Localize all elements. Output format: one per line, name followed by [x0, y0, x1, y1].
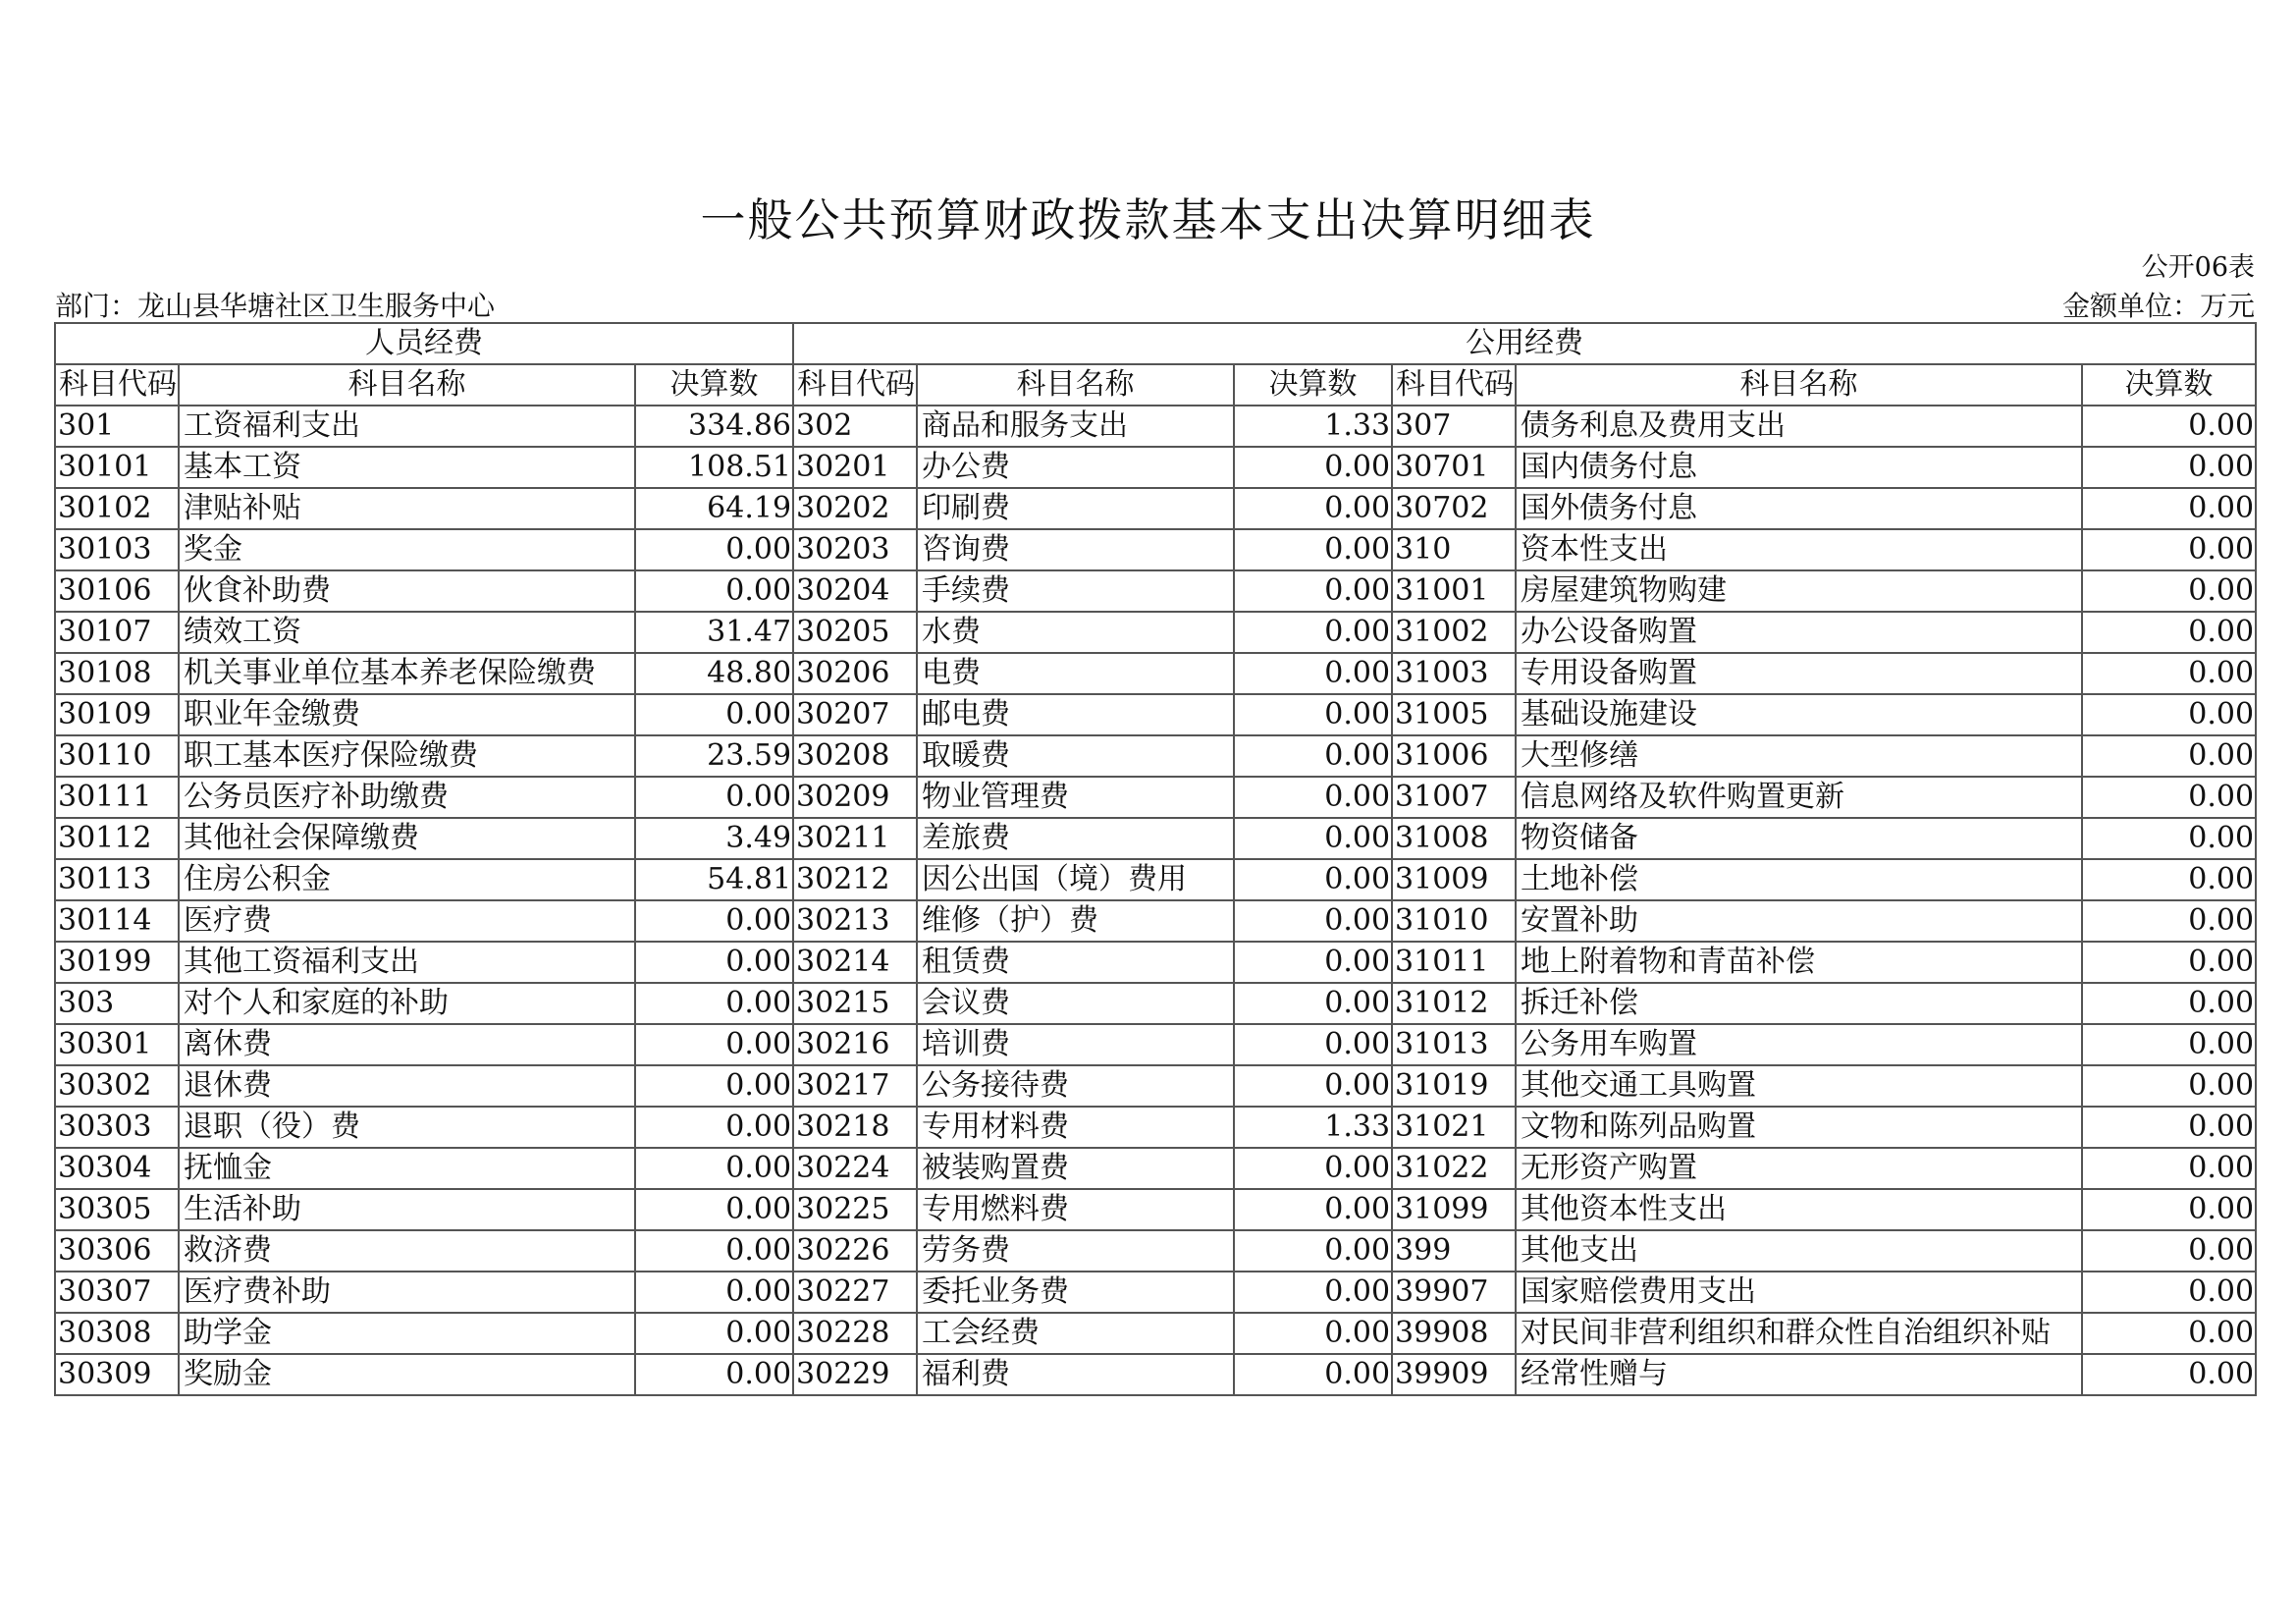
public-name-cell: 会议费 — [917, 983, 1234, 1024]
public-amount-cell: 0.00 — [1234, 694, 1392, 735]
personnel-amount-cell: 0.00 — [635, 1313, 793, 1354]
expenditure-table — [54, 322, 2257, 1396]
personnel-code-cell: 30107 — [55, 612, 179, 653]
public-code-cell: 39907 — [1392, 1272, 1516, 1313]
public-name-cell: 印刷费 — [917, 488, 1234, 529]
public-amount-cell: 0.00 — [1234, 900, 1392, 942]
table-row — [55, 488, 2256, 529]
personnel-amount-cell: 0.00 — [635, 983, 793, 1024]
public-code-cell: 30203 — [793, 529, 917, 570]
col-header-amount: 决算数 — [1234, 364, 1392, 406]
personnel-code-cell: 30111 — [55, 777, 179, 818]
personnel-code-cell: 30112 — [55, 818, 179, 859]
col-header-code: 科目代码 — [793, 364, 917, 406]
public-amount-cell: 0.00 — [2082, 1313, 2256, 1354]
public-code-cell: 31099 — [1392, 1189, 1516, 1230]
personnel-name-cell: 奖励金 — [179, 1354, 635, 1395]
public-name-cell: 办公费 — [917, 447, 1234, 488]
personnel-code-cell: 30307 — [55, 1272, 179, 1313]
public-amount-cell: 0.00 — [1234, 942, 1392, 983]
table-row — [55, 1354, 2256, 1395]
col-header-name: 科目名称 — [1516, 364, 2082, 406]
public-code-cell: 31008 — [1392, 818, 1516, 859]
group-header-personnel: 人员经费 — [55, 323, 793, 364]
public-name-cell: 其他交通工具购置 — [1516, 1065, 2082, 1107]
public-name-cell: 公务接待费 — [917, 1065, 1234, 1107]
public-amount-cell: 0.00 — [1234, 1189, 1392, 1230]
personnel-name-cell: 基本工资 — [179, 447, 635, 488]
public-amount-cell: 0.00 — [1234, 1272, 1392, 1313]
public-amount-cell: 1.33 — [1234, 406, 1392, 447]
personnel-code-cell: 30110 — [55, 735, 179, 777]
personnel-code-cell: 301 — [55, 406, 179, 447]
public-name-cell: 拆迁补偿 — [1516, 983, 2082, 1024]
table-row — [55, 777, 2256, 818]
form-number: 公开06表 — [2141, 252, 2255, 283]
public-code-cell: 31006 — [1392, 735, 1516, 777]
personnel-code-cell: 30306 — [55, 1230, 179, 1272]
table-row — [55, 529, 2256, 570]
public-name-cell: 房屋建筑物购建 — [1516, 570, 2082, 612]
personnel-code-cell: 30101 — [55, 447, 179, 488]
public-code-cell: 31003 — [1392, 653, 1516, 694]
public-amount-cell: 0.00 — [2082, 900, 2256, 942]
personnel-code-cell: 30308 — [55, 1313, 179, 1354]
public-name-cell: 国外债务付息 — [1516, 488, 2082, 529]
public-name-cell: 国家赔偿费用支出 — [1516, 1272, 2082, 1313]
personnel-name-cell: 退休费 — [179, 1065, 635, 1107]
personnel-name-cell: 救济费 — [179, 1230, 635, 1272]
public-amount-cell: 0.00 — [2082, 1148, 2256, 1189]
table-row — [55, 653, 2256, 694]
public-name-cell: 物业管理费 — [917, 777, 1234, 818]
page-title: 一般公共预算财政拨款基本支出决算明细表 — [700, 193, 1596, 246]
table-row — [55, 1107, 2256, 1148]
personnel-code-cell: 30113 — [55, 859, 179, 900]
table-row — [55, 447, 2256, 488]
public-amount-cell: 0.00 — [2082, 942, 2256, 983]
public-name-cell: 培训费 — [917, 1024, 1234, 1065]
public-amount-cell: 0.00 — [1234, 1354, 1392, 1395]
public-amount-cell: 0.00 — [1234, 1148, 1392, 1189]
public-name-cell: 文物和陈列品购置 — [1516, 1107, 2082, 1148]
personnel-code-cell: 30301 — [55, 1024, 179, 1065]
public-code-cell: 30225 — [793, 1189, 917, 1230]
public-amount-cell: 0.00 — [2082, 1065, 2256, 1107]
personnel-amount-cell: 0.00 — [635, 900, 793, 942]
public-name-cell: 手续费 — [917, 570, 1234, 612]
personnel-amount-cell: 0.00 — [635, 1230, 793, 1272]
public-code-cell: 39909 — [1392, 1354, 1516, 1395]
public-name-cell: 土地补偿 — [1516, 859, 2082, 900]
public-amount-cell: 0.00 — [1234, 529, 1392, 570]
personnel-code-cell: 30114 — [55, 900, 179, 942]
personnel-code-cell: 30102 — [55, 488, 179, 529]
public-amount-cell: 0.00 — [2082, 447, 2256, 488]
col-header-code: 科目代码 — [1392, 364, 1516, 406]
public-amount-cell: 0.00 — [2082, 694, 2256, 735]
public-amount-cell: 0.00 — [1234, 735, 1392, 777]
table-row — [55, 859, 2256, 900]
public-code-cell: 30208 — [793, 735, 917, 777]
personnel-name-cell: 绩效工资 — [179, 612, 635, 653]
public-code-cell: 39908 — [1392, 1313, 1516, 1354]
public-name-cell: 取暖费 — [917, 735, 1234, 777]
public-code-cell: 30218 — [793, 1107, 917, 1148]
public-name-cell: 债务利息及费用支出 — [1516, 406, 2082, 447]
public-code-cell: 30213 — [793, 900, 917, 942]
public-name-cell: 基础设施建设 — [1516, 694, 2082, 735]
personnel-amount-cell: 334.86 — [635, 406, 793, 447]
personnel-amount-cell: 3.49 — [635, 818, 793, 859]
table-row — [55, 1230, 2256, 1272]
col-header-name: 科目名称 — [917, 364, 1234, 406]
table-row — [55, 735, 2256, 777]
table-row — [55, 1272, 2256, 1313]
personnel-amount-cell: 23.59 — [635, 735, 793, 777]
table-row — [55, 570, 2256, 612]
group-header-public: 公用经费 — [793, 323, 2256, 364]
public-amount-cell: 0.00 — [1234, 1024, 1392, 1065]
public-code-cell: 31019 — [1392, 1065, 1516, 1107]
public-amount-cell: 0.00 — [1234, 818, 1392, 859]
public-amount-cell: 0.00 — [2082, 653, 2256, 694]
personnel-name-cell: 职工基本医疗保险缴费 — [179, 735, 635, 777]
public-code-cell: 310 — [1392, 529, 1516, 570]
personnel-code-cell: 30309 — [55, 1354, 179, 1395]
public-amount-cell: 0.00 — [1234, 777, 1392, 818]
public-name-cell: 因公出国（境）费用 — [917, 859, 1234, 900]
col-header-name: 科目名称 — [179, 364, 635, 406]
public-code-cell: 30206 — [793, 653, 917, 694]
personnel-code-cell: 30103 — [55, 529, 179, 570]
public-name-cell: 商品和服务支出 — [917, 406, 1234, 447]
public-code-cell: 30229 — [793, 1354, 917, 1395]
public-amount-cell: 0.00 — [1234, 1065, 1392, 1107]
public-code-cell: 30227 — [793, 1272, 917, 1313]
personnel-amount-cell: 0.00 — [635, 1354, 793, 1395]
public-code-cell: 30228 — [793, 1313, 917, 1354]
department-label: 部门：龙山县华塘社区卫生服务中心 — [55, 290, 496, 322]
personnel-name-cell: 工资福利支出 — [179, 406, 635, 447]
public-code-cell: 31013 — [1392, 1024, 1516, 1065]
public-name-cell: 其他资本性支出 — [1516, 1189, 2082, 1230]
public-name-cell: 国内债务付息 — [1516, 447, 2082, 488]
public-code-cell: 307 — [1392, 406, 1516, 447]
public-name-cell: 物资储备 — [1516, 818, 2082, 859]
public-code-cell: 31012 — [1392, 983, 1516, 1024]
public-name-cell: 维修（护）费 — [917, 900, 1234, 942]
personnel-amount-cell: 48.80 — [635, 653, 793, 694]
public-amount-cell: 0.00 — [2082, 1024, 2256, 1065]
public-amount-cell: 0.00 — [1234, 612, 1392, 653]
col-header-code: 科目代码 — [55, 364, 179, 406]
public-amount-cell: 0.00 — [2082, 488, 2256, 529]
public-name-cell: 工会经费 — [917, 1313, 1234, 1354]
public-name-cell: 专用材料费 — [917, 1107, 1234, 1148]
public-code-cell: 30701 — [1392, 447, 1516, 488]
public-code-cell: 30702 — [1392, 488, 1516, 529]
public-code-cell: 31005 — [1392, 694, 1516, 735]
public-name-cell: 对民间非营利组织和群众性自治组织补贴 — [1516, 1313, 2082, 1354]
personnel-name-cell: 助学金 — [179, 1313, 635, 1354]
public-amount-cell: 0.00 — [1234, 1313, 1392, 1354]
public-name-cell: 安置补助 — [1516, 900, 2082, 942]
public-name-cell: 福利费 — [917, 1354, 1234, 1395]
table-row — [55, 1065, 2256, 1107]
personnel-code-cell: 30305 — [55, 1189, 179, 1230]
personnel-amount-cell: 0.00 — [635, 777, 793, 818]
personnel-name-cell: 其他工资福利支出 — [179, 942, 635, 983]
public-code-cell: 31007 — [1392, 777, 1516, 818]
public-code-cell: 30215 — [793, 983, 917, 1024]
table-row — [55, 1024, 2256, 1065]
public-name-cell: 信息网络及软件购置更新 — [1516, 777, 2082, 818]
personnel-amount-cell: 0.00 — [635, 1024, 793, 1065]
table-row — [55, 1189, 2256, 1230]
public-code-cell: 30209 — [793, 777, 917, 818]
public-amount-cell: 0.00 — [1234, 488, 1392, 529]
personnel-name-cell: 公务员医疗补助缴费 — [179, 777, 635, 818]
public-amount-cell: 0.00 — [2082, 612, 2256, 653]
public-name-cell: 专用设备购置 — [1516, 653, 2082, 694]
public-amount-cell: 0.00 — [2082, 529, 2256, 570]
personnel-name-cell: 医疗费 — [179, 900, 635, 942]
personnel-name-cell: 津贴补贴 — [179, 488, 635, 529]
public-name-cell: 劳务费 — [917, 1230, 1234, 1272]
public-code-cell: 31011 — [1392, 942, 1516, 983]
public-amount-cell: 0.00 — [2082, 1272, 2256, 1313]
personnel-name-cell: 生活补助 — [179, 1189, 635, 1230]
public-amount-cell: 0.00 — [2082, 570, 2256, 612]
personnel-name-cell: 医疗费补助 — [179, 1272, 635, 1313]
personnel-code-cell: 30304 — [55, 1148, 179, 1189]
personnel-amount-cell: 64.19 — [635, 488, 793, 529]
table-row — [55, 694, 2256, 735]
personnel-code-cell: 303 — [55, 983, 179, 1024]
personnel-name-cell: 伙食补助费 — [179, 570, 635, 612]
public-code-cell: 31010 — [1392, 900, 1516, 942]
personnel-amount-cell: 108.51 — [635, 447, 793, 488]
public-amount-cell: 0.00 — [2082, 983, 2256, 1024]
public-code-cell: 30207 — [793, 694, 917, 735]
public-code-cell: 30217 — [793, 1065, 917, 1107]
public-code-cell: 30205 — [793, 612, 917, 653]
col-header-amount: 决算数 — [2082, 364, 2256, 406]
personnel-name-cell: 其他社会保障缴费 — [179, 818, 635, 859]
table-row — [55, 612, 2256, 653]
public-amount-cell: 0.00 — [2082, 1189, 2256, 1230]
public-code-cell: 30214 — [793, 942, 917, 983]
personnel-code-cell: 30303 — [55, 1107, 179, 1148]
public-amount-cell: 0.00 — [1234, 447, 1392, 488]
public-code-cell: 30201 — [793, 447, 917, 488]
table-row — [55, 942, 2256, 983]
personnel-name-cell: 对个人和家庭的补助 — [179, 983, 635, 1024]
personnel-name-cell: 职业年金缴费 — [179, 694, 635, 735]
personnel-code-cell: 30302 — [55, 1065, 179, 1107]
personnel-name-cell: 抚恤金 — [179, 1148, 635, 1189]
public-amount-cell: 0.00 — [2082, 818, 2256, 859]
public-code-cell: 30204 — [793, 570, 917, 612]
personnel-code-cell: 30106 — [55, 570, 179, 612]
group-header-row — [55, 323, 2256, 364]
public-amount-cell: 0.00 — [2082, 735, 2256, 777]
public-code-cell: 30226 — [793, 1230, 917, 1272]
public-amount-cell: 0.00 — [1234, 1230, 1392, 1272]
personnel-code-cell: 30109 — [55, 694, 179, 735]
public-amount-cell: 0.00 — [1234, 983, 1392, 1024]
public-name-cell: 经常性赠与 — [1516, 1354, 2082, 1395]
personnel-amount-cell: 54.81 — [635, 859, 793, 900]
public-code-cell: 30216 — [793, 1024, 917, 1065]
table-body — [55, 406, 2256, 1395]
personnel-name-cell: 机关事业单位基本养老保险缴费 — [179, 653, 635, 694]
personnel-code-cell: 30108 — [55, 653, 179, 694]
public-amount-cell: 0.00 — [2082, 777, 2256, 818]
personnel-amount-cell: 31.47 — [635, 612, 793, 653]
personnel-amount-cell: 0.00 — [635, 1272, 793, 1313]
personnel-amount-cell: 0.00 — [635, 1107, 793, 1148]
public-name-cell: 被装购置费 — [917, 1148, 1234, 1189]
personnel-code-cell: 30199 — [55, 942, 179, 983]
personnel-amount-cell: 0.00 — [635, 694, 793, 735]
table-row — [55, 1313, 2256, 1354]
public-amount-cell: 0.00 — [2082, 859, 2256, 900]
personnel-name-cell: 奖金 — [179, 529, 635, 570]
table-row — [55, 983, 2256, 1024]
public-code-cell: 302 — [793, 406, 917, 447]
public-code-cell: 31021 — [1392, 1107, 1516, 1148]
personnel-amount-cell: 0.00 — [635, 1065, 793, 1107]
table-row — [55, 1148, 2256, 1189]
public-name-cell: 办公设备购置 — [1516, 612, 2082, 653]
public-name-cell: 大型修缮 — [1516, 735, 2082, 777]
public-amount-cell: 0.00 — [2082, 1354, 2256, 1395]
public-amount-cell: 0.00 — [1234, 859, 1392, 900]
public-name-cell: 专用燃料费 — [917, 1189, 1234, 1230]
personnel-name-cell: 离休费 — [179, 1024, 635, 1065]
public-amount-cell: 0.00 — [2082, 406, 2256, 447]
public-name-cell: 公务用车购置 — [1516, 1024, 2082, 1065]
public-amount-cell: 0.00 — [2082, 1107, 2256, 1148]
personnel-amount-cell: 0.00 — [635, 942, 793, 983]
table-row — [55, 818, 2256, 859]
public-code-cell: 31002 — [1392, 612, 1516, 653]
public-name-cell: 差旅费 — [917, 818, 1234, 859]
col-header-amount: 决算数 — [635, 364, 793, 406]
public-amount-cell: 0.00 — [1234, 653, 1392, 694]
public-code-cell: 399 — [1392, 1230, 1516, 1272]
public-name-cell: 租赁费 — [917, 942, 1234, 983]
table-row — [55, 406, 2256, 447]
personnel-amount-cell: 0.00 — [635, 529, 793, 570]
public-name-cell: 地上附着物和青苗补偿 — [1516, 942, 2082, 983]
public-name-cell: 委托业务费 — [917, 1272, 1234, 1313]
public-name-cell: 资本性支出 — [1516, 529, 2082, 570]
public-amount-cell: 0.00 — [1234, 570, 1392, 612]
public-code-cell: 30224 — [793, 1148, 917, 1189]
public-code-cell: 31022 — [1392, 1148, 1516, 1189]
table-row — [55, 900, 2256, 942]
public-amount-cell: 0.00 — [2082, 1230, 2256, 1272]
personnel-amount-cell: 0.00 — [635, 1148, 793, 1189]
public-amount-cell: 1.33 — [1234, 1107, 1392, 1148]
public-code-cell: 30202 — [793, 488, 917, 529]
personnel-amount-cell: 0.00 — [635, 1189, 793, 1230]
public-name-cell: 邮电费 — [917, 694, 1234, 735]
public-name-cell: 其他支出 — [1516, 1230, 2082, 1272]
public-code-cell: 30211 — [793, 818, 917, 859]
personnel-name-cell: 住房公积金 — [179, 859, 635, 900]
public-code-cell: 31009 — [1392, 859, 1516, 900]
column-header-row — [55, 364, 2256, 406]
public-name-cell: 无形资产购置 — [1516, 1148, 2082, 1189]
amount-unit-label: 金额单位：万元 — [2061, 290, 2255, 322]
public-code-cell: 31001 — [1392, 570, 1516, 612]
personnel-name-cell: 退职（役）费 — [179, 1107, 635, 1148]
public-name-cell: 水费 — [917, 612, 1234, 653]
public-name-cell: 咨询费 — [917, 529, 1234, 570]
public-name-cell: 电费 — [917, 653, 1234, 694]
personnel-amount-cell: 0.00 — [635, 570, 793, 612]
public-code-cell: 30212 — [793, 859, 917, 900]
